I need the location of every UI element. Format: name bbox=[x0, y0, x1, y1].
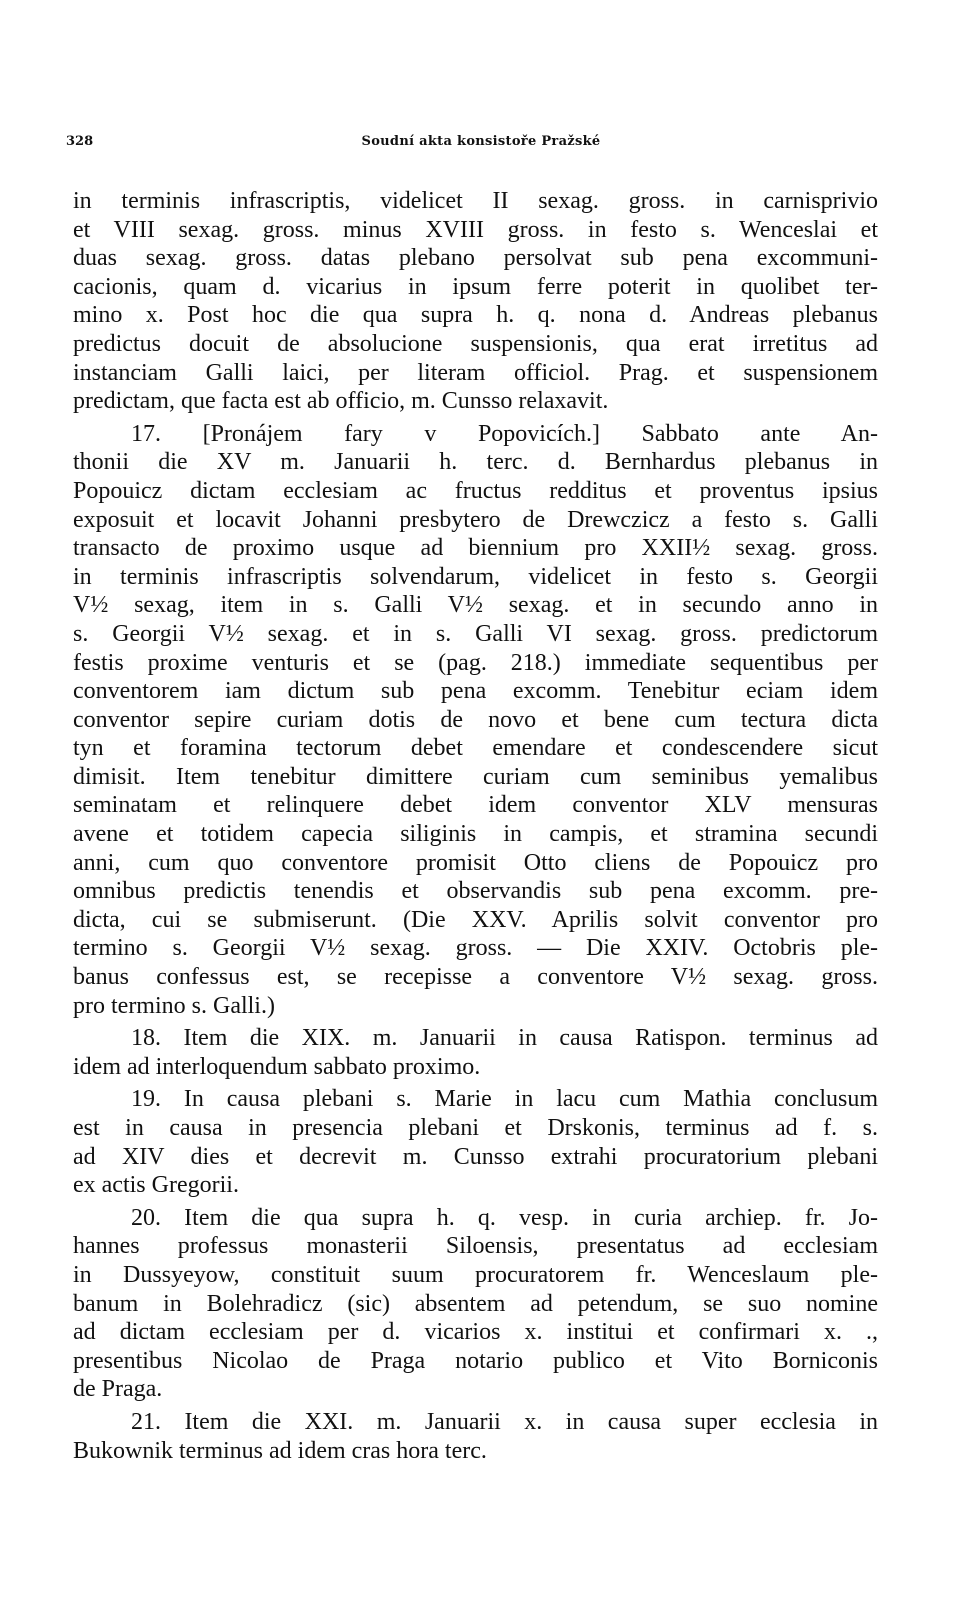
text-line: idem ad interloquendum sabbato proximo. bbox=[73, 1053, 481, 1080]
text-line: predictam, que facta est ab officio, m. Cunsso relaxavit. bbox=[73, 388, 609, 415]
page-number: 328 bbox=[66, 134, 94, 149]
text-line: termino s. Georgii V½ sexag. gross. — Die XXIV. Octobris ple- bbox=[73, 935, 878, 962]
text-line: ad XIV dies et decrevit m. Cunsso extrahi procuratorium plebani bbox=[73, 1143, 878, 1170]
text-line: banum in Bolehradicz (sic) absentem ad petendum, se suo nomine bbox=[73, 1290, 878, 1317]
text-line: banus confessus est, se recepisse a conventore V½ sexag. gross. bbox=[73, 964, 878, 991]
text-line: in terminis infrascriptis, videlicet II sexag. gross. in carnisprivio bbox=[73, 188, 878, 214]
text-line: de Praga. bbox=[73, 1376, 163, 1403]
text-line: avene et totidem capecia siliginis in campis, et stramina secundi bbox=[73, 821, 878, 848]
text-line: pro termino s. Galli.) bbox=[73, 992, 275, 1019]
text-line: thonii die XV m. Januarii h. terc. d. Bernhardus plebanus in bbox=[73, 449, 878, 476]
page-header bbox=[66, 134, 896, 156]
text-line: Bukownik terminus ad idem cras hora terc. bbox=[73, 1437, 487, 1464]
text-line: transacto de proximo usque ad biennium pro XXII½ sexag. gross. bbox=[73, 535, 878, 562]
text-line: 18. Item die XIX. m. Januarii in causa Ratispon. terminus ad bbox=[131, 1025, 878, 1052]
text-line: conventorem iam dictum sub pena excomm. Tenebitur eciam idem bbox=[73, 678, 878, 705]
text-line: ad dictam ecclesiam per d. vicarios x. institui et confirmari x. ., bbox=[73, 1319, 878, 1346]
text-line: presentibus Nicolao de Praga notario publico et Vito Borniconis bbox=[73, 1347, 878, 1374]
text-line: in terminis infrascriptis solvendarum, videlicet in festo s. Georgii bbox=[73, 563, 878, 590]
text-line: et VIII sexag. gross. minus XVIII gross. in festo s. Wenceslai et bbox=[73, 216, 878, 243]
body-text bbox=[73, 187, 878, 1465]
text-line: exposuit et locavit Johanni presbytero de Drewczicz a festo s. Galli bbox=[73, 506, 878, 533]
text-line: dimisit. Item tenebitur dimittere curiam cum seminibus yemalibus bbox=[73, 763, 878, 790]
text-line: 19. In causa plebani s. Marie in lacu cum Mathia conclusum bbox=[131, 1086, 878, 1113]
text-line: tyn et foramina tectorum debet emendare et condescendere sicut bbox=[73, 735, 878, 762]
text-line: est in causa in presencia plebani et Drskonis, terminus ad f. s. bbox=[73, 1115, 878, 1141]
text-line: dicta, cui se submiserunt. (Die XXV. Aprilis solvit conventor pro bbox=[73, 906, 878, 933]
text-line: 21. Item die XXI. m. Januarii x. in causa super ecclesia in bbox=[131, 1408, 878, 1435]
text-line: mino x. Post hoc die qua supra h. q. nona d. Andreas plebanus bbox=[73, 302, 878, 329]
text-line: anni, cum quo conventore promisit Otto cliens de Popouicz pro bbox=[73, 849, 878, 876]
text-line: conventor sepire curiam dotis de novo et bene cum tectura dicta bbox=[73, 706, 878, 733]
text-line: 20. Item die qua supra h. q. vesp. in curia archiep. fr. Jo- bbox=[131, 1204, 878, 1231]
text-line: ex actis Gregorii. bbox=[73, 1172, 239, 1199]
text-line: seminatam et relinquere debet idem conventor XLV mensuras bbox=[73, 792, 878, 819]
text-line: festis proxime venturis et se (pag. 218.) immediate sequentibus per bbox=[73, 649, 878, 676]
text-line: in Dussyeyow, constituit suum procuratorem fr. Wenceslaum ple- bbox=[73, 1261, 878, 1288]
text-line: hannes professus monasterii Siloensis, presentatus ad ecclesiam bbox=[73, 1233, 878, 1260]
running-title: Soudní akta konsistoře Pražské bbox=[361, 134, 601, 149]
text-line: predictus docuit de absolucione suspensionis, qua erat irretitus ad bbox=[73, 330, 878, 357]
text-line: cacionis, quam d. vicarius in ipsum ferre poterit in quolibet ter- bbox=[73, 273, 878, 300]
text-line: instanciam Galli laici, per literam officiol. Prag. et suspensionem bbox=[73, 359, 878, 386]
text-line: 17. [Pronájem fary v Popovicích.] Sabbato ante An- bbox=[131, 420, 878, 447]
text-line: Popouicz dictam ecclesiam ac fructus redditus et proventus ipsius bbox=[73, 477, 878, 504]
text-line: duas sexag. gross. datas plebano persolvat sub pena excommuni- bbox=[73, 245, 878, 272]
text-line: s. Georgii V½ sexag. et in s. Galli VI sexag. gross. predictorum bbox=[73, 620, 878, 647]
text-line: V½ sexag, item in s. Galli V½ sexag. et in secundo anno in bbox=[73, 592, 878, 619]
text-line: omnibus predictis tenendis et observandis sub pena excomm. pre- bbox=[73, 878, 878, 905]
